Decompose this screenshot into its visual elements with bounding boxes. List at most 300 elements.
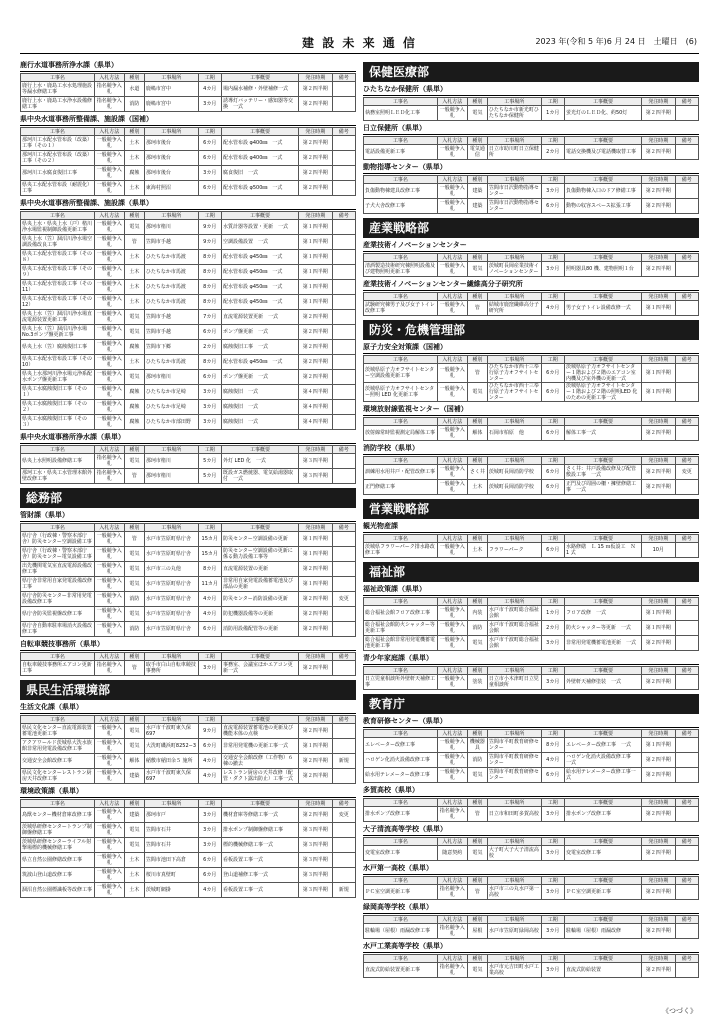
table-cell: 外壁軒天補修塗装 一式 [564, 675, 641, 690]
table-cell: 第２四半期 [299, 310, 333, 325]
table-cell [675, 753, 699, 768]
right-column [363, 58, 699, 1006]
column-header: 工期 [541, 535, 564, 543]
table-cell: 石岡市柏原 他 [487, 426, 541, 441]
table-cell: 大子町大子大子清流高校 [487, 846, 541, 861]
table-cell [332, 400, 356, 415]
column-header: 工事場所 [144, 716, 198, 724]
project-table [20, 715, 356, 784]
table-row [364, 262, 699, 277]
project-table [363, 954, 699, 978]
table-row [21, 340, 356, 355]
table-cell: 電気通信 [467, 145, 487, 160]
column-header: 工事概要 [564, 254, 641, 262]
table-cell: 6カ月 [541, 364, 564, 383]
table-cell [332, 355, 356, 370]
table-cell: 電気 [467, 963, 487, 978]
column-header: 工事概要 [564, 598, 641, 606]
table-cell: 県庁舎非常用自家発電設備改修工事 [21, 577, 95, 592]
column-header: 工事場所 [487, 535, 541, 543]
table-cell: 那珂市後台 [144, 151, 198, 166]
project-table [20, 127, 356, 196]
table-cell: 鹿行上水・鹿島工水浄水設備修繕工事 [21, 97, 95, 112]
column-header: 工事概要 [564, 838, 641, 846]
column-header: 工期 [198, 74, 221, 82]
table-header-row [364, 176, 699, 184]
section-heading: 日立保健所（県単） [363, 124, 699, 135]
column-header: 備考 [675, 137, 699, 145]
column-header: 種別 [467, 838, 487, 846]
column-header: 工期 [541, 254, 564, 262]
table-cell: 配水管布設 φ450㎜ 一式 [221, 280, 298, 295]
table-cell: 配水管布設 φ400㎜ 一式 [221, 151, 298, 166]
column-header: 入札方法 [437, 457, 467, 465]
table-cell: 外灯 LED 化 一式 [221, 454, 298, 469]
table-cell: 配水管布設 φ450㎜ 一式 [221, 355, 298, 370]
table-cell: 照明器具80 機、建物照明１台 [564, 262, 641, 277]
table-cell: 7カ月 [198, 310, 221, 325]
table-cell: 茨城県フラワーパーク排水路改修工事 [364, 543, 438, 558]
table-cell: 解体工事一式 [564, 426, 641, 441]
table-cell: 第２四半期 [642, 846, 676, 861]
table-cell: 変更 [332, 808, 356, 823]
column-header: 工事場所 [144, 128, 198, 136]
table-cell: 県民文化センター直流電源装置蓄電池更新工事 [21, 724, 95, 739]
table-cell: 一般競争入札 [437, 543, 467, 558]
table-cell [332, 136, 356, 151]
table-row [21, 385, 356, 400]
table-cell: 一般競争入札 [94, 622, 124, 637]
table-cell: 水質計器等設置・更新 一式 [221, 220, 298, 235]
table-cell: 笠間市日沢動物指導センター [487, 199, 541, 214]
table-cell [675, 924, 699, 939]
table-cell: 水戸市千波町東久保697 [144, 769, 198, 784]
table-cell: 第１四半期 [642, 738, 676, 753]
column-header: 工期 [541, 457, 564, 465]
table-cell: 管 [467, 807, 487, 822]
table-cell: 第２四半期 [642, 145, 676, 160]
table-row [364, 364, 699, 383]
table-row [21, 868, 356, 883]
section-heading: 多賀高校（県単） [363, 786, 699, 797]
table-cell: 土木 [124, 355, 144, 370]
column-header: 備考 [332, 800, 356, 808]
table-cell: 管 [467, 364, 487, 383]
table-row [21, 754, 356, 769]
column-header: 工期 [198, 716, 221, 724]
table-cell: 自転車競技事務所エアコン更新工事 [21, 661, 95, 676]
column-header: 入札方法 [437, 535, 467, 543]
column-header: 入札方法 [94, 716, 124, 724]
table-cell: ひたちなか市部田野 [144, 415, 198, 430]
table-cell: 第２四半期 [642, 768, 676, 783]
section-heading: 大子清流高等学校（県単） [363, 825, 699, 836]
table-cell: 電気 [124, 562, 144, 577]
table-cell [675, 426, 699, 441]
column-header: 種別 [124, 653, 144, 661]
table-header-row [364, 418, 699, 426]
table-cell: 2カ月 [541, 621, 564, 636]
table-cell: 9カ月 [198, 235, 221, 250]
column-header: 工事概要 [564, 418, 641, 426]
table-row [21, 532, 356, 547]
table-cell: 那珂市戸 [144, 808, 198, 823]
table-cell: 11カ月 [198, 577, 221, 592]
project-table [20, 799, 356, 898]
column-header: 工期 [541, 293, 564, 301]
table-cell: 茨城県研修センターライフル射撃場標的機械修繕工事 [21, 838, 95, 853]
table-cell: レストラン厨房の天井改修（配管・ダクト露出防止）工事一式 [221, 769, 298, 784]
column-header: 工事名 [364, 598, 438, 606]
table-cell: 随意契約 [437, 846, 467, 861]
table-cell: 第２四半期 [299, 181, 333, 196]
table-cell: 水戸市笠原町県庁舎 [144, 607, 198, 622]
table-cell: 土木 [124, 136, 144, 151]
project-table [363, 837, 699, 861]
table-cell: 第１四半期 [642, 606, 676, 621]
column-header: 工事名 [364, 98, 438, 106]
table-cell: 茨城県原子力オフサイトセンター１階および２階のエアコン室内機及び室外機の更新一式 [564, 364, 641, 383]
table-cell [332, 250, 356, 265]
table-header-row [364, 254, 699, 262]
table-cell [675, 768, 699, 783]
column-header: 種別 [467, 137, 487, 145]
section-heading: 原子力安全対策課（国補） [363, 343, 699, 354]
table-cell: 第２四半期 [642, 885, 676, 900]
department-heading: 防災・危機管理部 [363, 320, 699, 340]
column-header: 工期 [541, 176, 564, 184]
table-cell: 土木 [124, 265, 144, 280]
table-cell: 3カ月 [541, 675, 564, 690]
table-row [364, 846, 699, 861]
column-header: 種別 [467, 418, 487, 426]
table-cell: 一般競争入札 [94, 136, 124, 151]
section-heading: 県中央水道事務所整備課、施設課（県単） [20, 199, 356, 210]
table-cell [332, 181, 356, 196]
table-cell: 第３四半期 [299, 883, 333, 898]
table-cell: 那珂川工水配水管布設（改築）工事（その１） [21, 136, 95, 151]
table-cell: 第２四半期 [299, 136, 333, 151]
column-header: 種別 [467, 457, 487, 465]
column-header: 種別 [124, 800, 144, 808]
masthead-title: 建 設 未 来 通 信 [302, 36, 417, 50]
table-cell [675, 184, 699, 199]
table-cell: 3カ月 [541, 885, 564, 900]
table-cell: 非常用発電機蓄電池更新 一式 [564, 636, 641, 651]
table-cell: 6カ月 [541, 480, 564, 495]
table-cell: 水戸市笠原町県庁舎 [144, 577, 198, 592]
table-cell: 一般競争入札 [94, 325, 124, 340]
table-cell: 茨城町長岡消防学校 [487, 465, 541, 480]
table-cell [332, 415, 356, 430]
table-cell [332, 577, 356, 592]
table-cell [675, 846, 699, 861]
table-cell: 排水ポンプ改修工事 [364, 807, 438, 822]
table-cell: 3カ月 [541, 184, 564, 199]
project-table [363, 666, 699, 690]
project-table [363, 355, 699, 402]
table-cell: 一般競争入札 [94, 838, 124, 853]
column-header: 工事概要 [221, 128, 298, 136]
column-header: 工事概要 [221, 524, 298, 532]
table-cell [675, 480, 699, 495]
table-cell [332, 280, 356, 295]
column-header: 備考 [675, 916, 699, 924]
table-cell: 一般競争入札 [94, 235, 124, 250]
table-cell: 電気 [124, 220, 144, 235]
table-cell: 第１四半期 [299, 577, 333, 592]
table-cell: 交通安全会館改修（工作物）６棟の撤去 [221, 754, 298, 769]
table-cell: 土木 [467, 480, 487, 495]
table-cell: 直流電源装置の更新 [221, 562, 298, 577]
table-cell: 指名競争入札 [437, 807, 467, 822]
table-cell: 桜川市真壁町 [144, 868, 198, 883]
table-cell: 那珂市後台 [144, 166, 198, 181]
table-cell: 男子女子トイレ設備改修一式 [564, 301, 641, 316]
table-cell: 県央上水（笠）涸沼川浄水場直流電源装置更新工事 [21, 310, 95, 325]
table-cell: 8カ月 [198, 250, 221, 265]
table-cell: 第２四半期 [642, 963, 676, 978]
table-cell: 那珂川工水配水管布設（改築）工事（その２） [21, 151, 95, 166]
column-header: 備考 [675, 877, 699, 885]
table-cell: 第２四半期 [299, 607, 333, 622]
table-row [21, 883, 356, 898]
column-header: 工事場所 [144, 212, 198, 220]
project-table [363, 456, 699, 495]
column-header: 工事概要 [564, 356, 641, 364]
column-header: 備考 [332, 212, 356, 220]
column-header: 種別 [467, 98, 487, 106]
column-header: 入札方法 [437, 730, 467, 738]
table-cell: 水路修繕 Ｌ 15 ｍ仮設工 Ｎ 1 式 [564, 543, 641, 558]
table-cell: 第２四半期 [642, 184, 676, 199]
table-cell: 6カ月 [198, 325, 221, 340]
table-cell: 日立市小木津町日立児童相談所 [487, 675, 541, 690]
table-cell [332, 166, 356, 181]
table-cell: 一般競争入札 [437, 768, 467, 783]
table-row [364, 426, 699, 441]
table-cell: 新規 [332, 754, 356, 769]
table-cell: 指名競争入札 [94, 82, 124, 97]
column-header: 入札方法 [437, 98, 467, 106]
table-cell: 総合福祉会館非常用発電機蓄電池更新工事 [364, 636, 438, 651]
column-header: 工事概要 [564, 667, 641, 675]
table-row [364, 738, 699, 753]
section-heading: 水戸第一高校（県単） [363, 864, 699, 875]
table-cell: 変更 [332, 592, 356, 607]
table-cell: 一般競争入札 [94, 166, 124, 181]
table-cell [332, 823, 356, 838]
table-row [21, 355, 356, 370]
table-cell: 一般競争入札 [94, 823, 124, 838]
column-header: 備考 [675, 176, 699, 184]
column-header: 工事名 [21, 653, 95, 661]
table-cell: 県民文化センターレストラン厨房天井改修工事 [21, 769, 95, 784]
column-header: 発注時期 [642, 598, 676, 606]
table-row [21, 838, 356, 853]
table-cell: 4カ月 [198, 754, 221, 769]
table-cell [675, 606, 699, 621]
table-cell: 電気 [124, 607, 144, 622]
table-cell: 3カ月 [541, 924, 564, 939]
table-cell: 排水ポンプ改修工事 [564, 807, 641, 822]
table-cell [332, 97, 356, 112]
table-cell: 正門及び周囲の柵・擁壁修繕工事 一式 [564, 480, 641, 495]
table-cell: 第２四半期 [299, 808, 333, 823]
section-heading: 水戸工業高等学校（県単） [363, 942, 699, 953]
table-row [364, 465, 699, 480]
table-row [21, 97, 356, 112]
table-cell [332, 769, 356, 784]
column-header: 備考 [675, 356, 699, 364]
column-header: 発注時期 [642, 799, 676, 807]
table-cell: 指名競争入札 [437, 885, 467, 900]
table-cell: 電気 [467, 768, 487, 783]
table-cell: 誘導灯バッテリー・感知器等交換 一式 [221, 97, 298, 112]
table-row [21, 166, 356, 181]
table-cell: 県庁舎（行政棟・警察本部庁舎）防災センター空調設備工事 [21, 532, 95, 547]
table-cell: 茨城町長岡産業技術イノベーションセンター [487, 262, 541, 277]
column-header: 工事概要 [221, 653, 298, 661]
table-cell: 3カ月 [541, 636, 564, 651]
table-cell: 管 [124, 469, 144, 484]
table-cell: 電気 [467, 106, 487, 121]
table-cell: 機材倉庫等修繕工事一式 [221, 808, 298, 823]
table-header-row [21, 74, 356, 82]
table-cell: 那珂川工水腐食復旧工事 [21, 166, 95, 181]
table-cell [675, 106, 699, 121]
table-cell: 一般競争入札 [94, 280, 124, 295]
table-cell: フロア改修 一式 [564, 606, 641, 621]
table-cell [675, 383, 699, 402]
table-cell [332, 220, 356, 235]
table-cell: 消防 [124, 592, 144, 607]
table-cell: 登山道補修工事一式 [221, 868, 298, 883]
table-cell [332, 532, 356, 547]
column-header: 備考 [332, 524, 356, 532]
section-heading: 教育研修センター（県単） [363, 717, 699, 728]
table-cell: 取手市白山自転車競技事務所 [144, 661, 198, 676]
table-row [364, 753, 699, 768]
table-cell: 結城市鹿窪繊維高分子研究所 [487, 301, 541, 316]
column-header: 工事場所 [487, 176, 541, 184]
table-cell: 県央工水配水管布設工事（その12） [21, 295, 95, 310]
column-header: 工事名 [364, 955, 438, 963]
table-row [21, 400, 356, 415]
table-cell: 電気 [124, 739, 144, 754]
table-cell: 水戸市笠原町県庁舎 [144, 622, 198, 637]
column-header: 発注時期 [299, 800, 333, 808]
table-cell: 3カ月 [198, 661, 221, 676]
table-cell: 第２四半期 [642, 106, 676, 121]
table-header-row [21, 716, 356, 724]
column-header: 工事場所 [144, 653, 198, 661]
table-cell: 屋根 [467, 924, 487, 939]
table-cell: 一般競争入札 [94, 808, 124, 823]
table-cell: 指名競争入札 [437, 924, 467, 939]
project-table [20, 211, 356, 430]
table-cell: 第１四半期 [642, 301, 676, 316]
table-cell: 6カ月 [541, 543, 564, 558]
section-heading: 青少年家庭課（県単） [363, 654, 699, 665]
table-cell: 腐蝕 [124, 385, 144, 400]
column-header: 入札方法 [94, 212, 124, 220]
column-header: 入札方法 [437, 955, 467, 963]
table-cell: 日立児童相談所外壁軒天補修工事 [364, 675, 438, 690]
table-cell: 電気 [124, 325, 144, 340]
table-cell: 第２四半期 [642, 924, 676, 939]
table-cell: 指名競争入札 [437, 963, 467, 978]
column-header: 工期 [541, 838, 564, 846]
column-header: 工事名 [21, 524, 95, 532]
table-cell: さく井 [467, 465, 487, 480]
table-cell: 防火シャッター等更新 一式 [564, 621, 641, 636]
column-header: 工事名 [21, 446, 95, 454]
table-cell: 4カ月 [541, 301, 564, 316]
column-header: 工事概要 [221, 74, 298, 82]
column-header: 種別 [467, 293, 487, 301]
table-cell [332, 295, 356, 310]
table-cell: 第１四半期 [299, 265, 333, 280]
column-header: 入札方法 [437, 799, 467, 807]
column-header: 種別 [124, 74, 144, 82]
table-cell: 第３四半期 [299, 838, 333, 853]
column-header: 工事場所 [487, 838, 541, 846]
table-cell: 2カ月 [541, 145, 564, 160]
table-cell: 県央上水那珂川浄水場元浄系配水ポンプ盤更新工事 [21, 370, 95, 385]
table-cell: 防災センター空調設備の更新に係る動力設備工事等 [221, 547, 298, 562]
table-cell: 土木 [124, 853, 144, 868]
project-table [363, 97, 699, 121]
table-cell: 第３四半期 [299, 454, 333, 469]
column-header: 工事名 [21, 74, 95, 82]
table-row [21, 562, 356, 577]
table-cell: 笠間市手越 [144, 235, 198, 250]
table-cell: 3カ月 [198, 823, 221, 838]
table-cell: 大洗町磯浜町8252−3 [144, 739, 198, 754]
table-header-row [364, 667, 699, 675]
column-header: 工事概要 [221, 716, 298, 724]
table-cell: 8カ月 [198, 280, 221, 295]
table-cell: 腐食復旧 一式 [221, 166, 298, 181]
project-table [363, 876, 699, 900]
column-header: 入札方法 [437, 137, 467, 145]
column-header: 工事名 [364, 457, 438, 465]
column-header: 入札方法 [437, 254, 467, 262]
table-row [21, 724, 356, 739]
column-header: 工事場所 [487, 667, 541, 675]
project-table [20, 445, 356, 484]
table-cell: 清酒製造技術研究棟照明設備及び建物照明更新工事 [364, 262, 438, 277]
section-heading: 動物指導センター（県単） [363, 163, 699, 174]
table-cell: 第３四半期 [299, 868, 333, 883]
table-cell: 第２四半期 [299, 724, 333, 739]
table-cell: 第２四半期 [299, 661, 333, 676]
column-header: 備考 [675, 98, 699, 106]
table-cell: 県庁舎防災センター非常用発電設備改修工事 [21, 592, 95, 607]
column-header: 工事名 [21, 716, 95, 724]
column-header: 備考 [675, 598, 699, 606]
table-header-row [364, 955, 699, 963]
table-cell: 県央工水配水管布設工事（その11） [21, 280, 95, 295]
table-cell: 給水用テレメーター改修工事 [364, 768, 438, 783]
table-cell: 放射線常時監視測定局解体工事 [364, 426, 438, 441]
column-header: 発注時期 [642, 877, 676, 885]
table-cell: 変更 [675, 465, 699, 480]
table-row [21, 265, 356, 280]
project-table [363, 417, 699, 441]
table-row [21, 622, 356, 637]
